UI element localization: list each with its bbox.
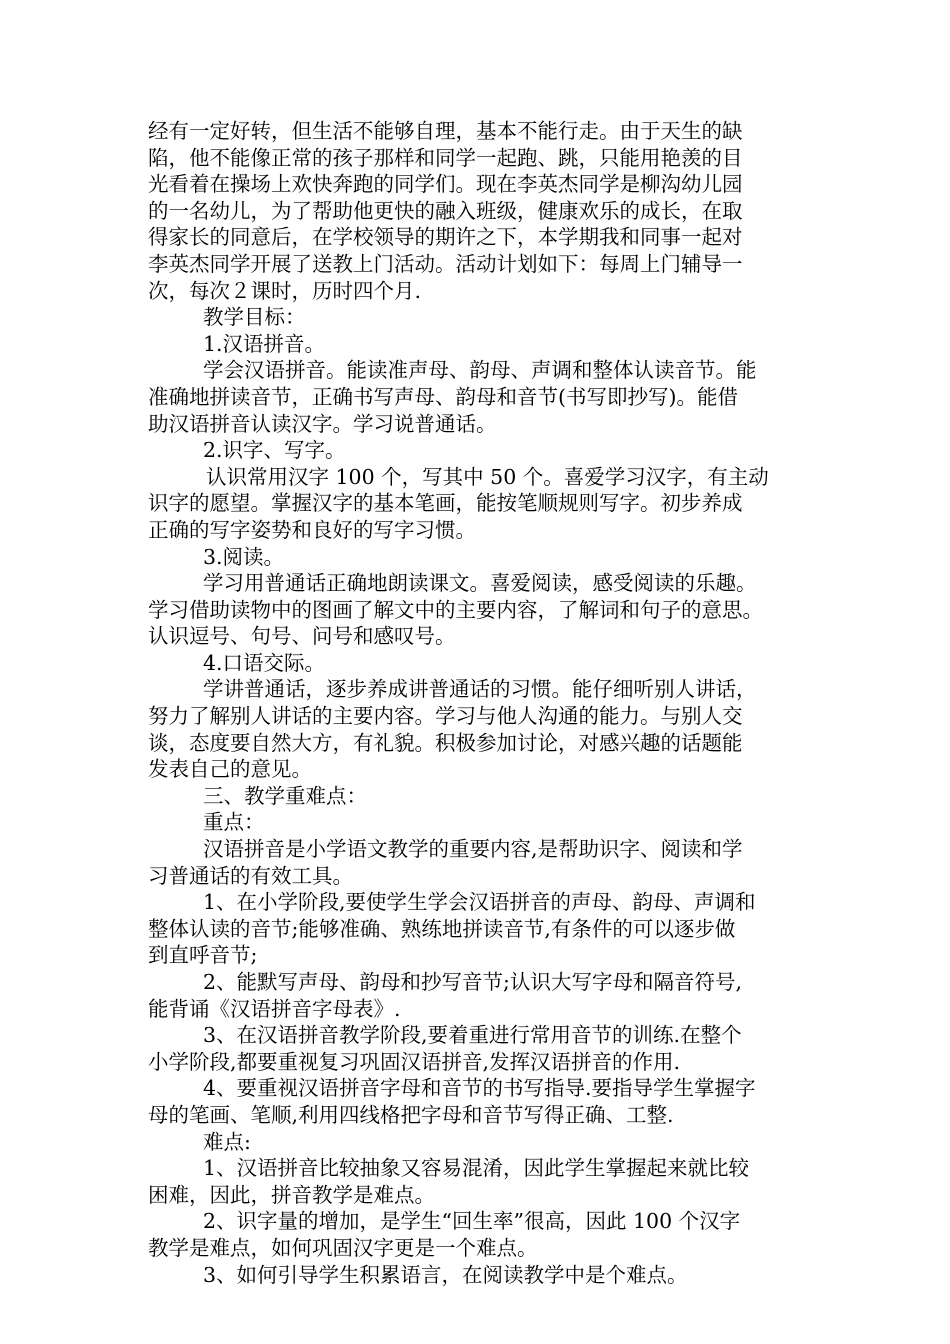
- text-line: 母的笔画、笔顺,利用四线格把字母和音节写得正确、工整.: [148, 1102, 674, 1127]
- text-line: 次，每次２课时，历时四个月.: [148, 278, 422, 303]
- text-line: 发表自己的意见。: [148, 757, 312, 782]
- text-line: 2、能默写声母、韵母和抄写音节;认识大写字母和隔音符号,: [203, 970, 742, 994]
- text-line: 光看着在操场上欢快奔跑的同学们。现在李英杰同学是柳沟幼儿园: [148, 172, 743, 197]
- text-line: 小学阶段,都要重视复习巩固汉语拼音,发挥汉语拼音的作用.: [148, 1049, 681, 1074]
- text-line: 努力了解别人讲话的主要内容。学习与他人沟通的能力。与别人交: [148, 704, 743, 729]
- text-line: 教学是难点，如何巩固汉字更是一个难点。: [148, 1235, 538, 1260]
- text-line: 2、识字量的增加，是学生“回生率”很高，因此 100 个汉字: [203, 1209, 741, 1234]
- text-line: 谈，态度要自然大方，有礼貌。积极参加讨论，对感兴趣的话题能: [148, 730, 743, 755]
- text-line: 能背诵《汉语拼音字母表》.: [148, 996, 401, 1021]
- text-line: 3.阅读。: [203, 544, 285, 569]
- text-line: 汉语拼音是小学语文教学的重要内容,是帮助识字、阅读和学: [203, 837, 743, 862]
- text-line: 教学目标：: [203, 305, 306, 330]
- text-line: 1.汉语拼音。: [203, 331, 326, 356]
- text-line: 认识逗号、句号、问号和感叹号。: [148, 624, 456, 649]
- text-line: 学讲普通话，逐步养成讲普通话的习惯。能仔细听别人讲话，: [203, 677, 757, 702]
- text-line: 学会汉语拼音。能读准声母、韵母、声调和整体认读音节。能: [203, 358, 757, 383]
- text-line: 4.口语交际。: [203, 650, 326, 675]
- text-line: 的一名幼儿，为了帮助他更快的融入班级，健康欢乐的成长，在取: [148, 198, 743, 223]
- text-line: 陷，他不能像正常的孩子那样和同学一起跑、跳，只能用艳羡的目: [148, 145, 743, 170]
- text-line: 2.识字、写字。: [203, 438, 346, 463]
- body-text: [148, 118, 828, 1288]
- text-line: 重点：: [203, 810, 265, 835]
- text-line: 识字的愿望。掌握汉字的基本笔画，能按笔顺规则写字。初步养成: [148, 491, 743, 516]
- text-line: 学习借助读物中的图画了解文中的主要内容，了解词和句子的意思。: [148, 597, 763, 622]
- text-line: 困难，因此，拼音教学是难点。: [148, 1182, 435, 1207]
- text-line: 准确地拼读音节，正确书写声母、韵母和音节(书写即抄写)。能借: [148, 384, 738, 409]
- text-line: 学习用普通话正确地朗读课文。喜爱阅读，感受阅读的乐趣。: [203, 571, 757, 596]
- text-line: 1、在小学阶段,要使学生学会汉语拼音的声母、韵母、声调和: [203, 890, 756, 915]
- text-line: 3、在汉语拼音教学阶段,要着重进行常用音节的训练.在整个: [203, 1023, 742, 1048]
- text-line: 整体认读的音节;能够准确、熟练地拼读音节,有条件的可以逐步做: [148, 916, 736, 941]
- text-line: 认识常用汉字 100 个，写其中 50 个。喜爱学习汉字，有主动: [206, 464, 769, 489]
- text-line: 习普通话的有效工具。: [148, 863, 353, 888]
- text-line: 到直呼音节;: [148, 943, 258, 968]
- text-line: 正确的写字姿势和良好的写字习惯。: [148, 517, 476, 542]
- text-line: 三、教学重难点：: [203, 783, 367, 808]
- text-line: 难点:: [203, 1129, 251, 1154]
- text-line: 助汉语拼音认读汉字。学习说普通话。: [148, 411, 497, 436]
- text-line: 经有一定好转，但生活不能够自理，基本不能行走。由于天生的缺: [148, 119, 743, 143]
- text-line: 李英杰同学开展了送教上门活动。活动计划如下：每周上门辅导一: [148, 251, 743, 276]
- text-line: 得家长的同意后，在学校领导的期许之下，本学期我和同事一起对: [148, 225, 743, 250]
- text-line: 1、汉语拼音比较抽象又容易混淆，因此学生掌握起来就比较: [203, 1156, 750, 1181]
- text-line: 4、要重视汉语拼音字母和音节的书写指导.要指导学生掌握字: [203, 1076, 756, 1101]
- text-line: 3、如何引导学生积累语言，在阅读教学中是个难点。: [203, 1262, 688, 1287]
